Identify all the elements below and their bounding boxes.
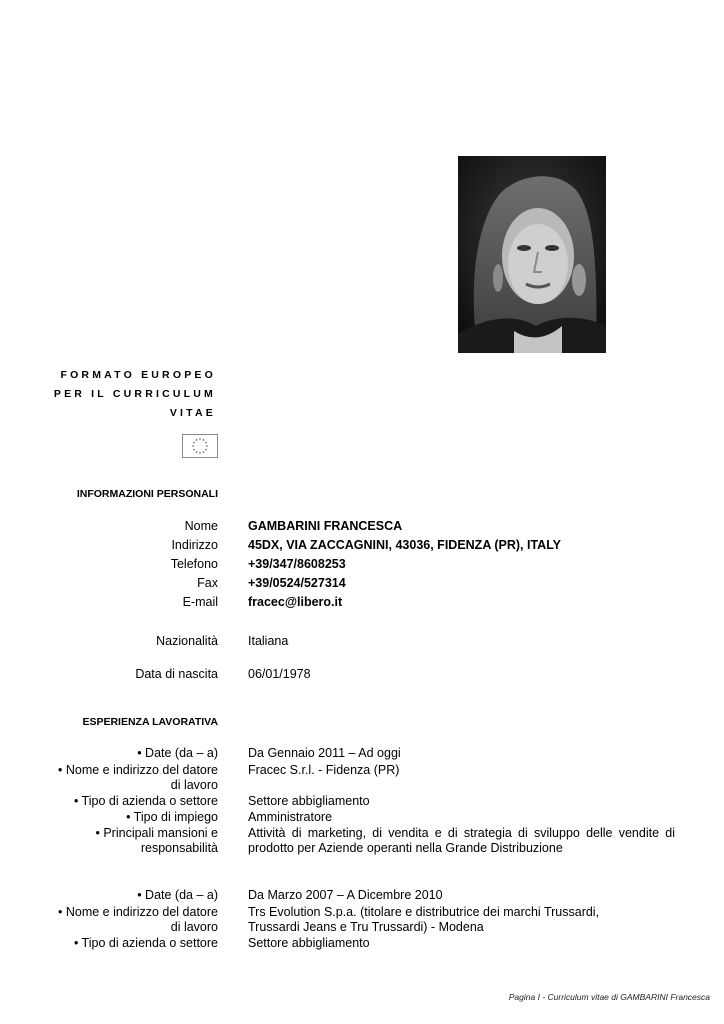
flag-star (203, 439, 205, 441)
value-indirizzo: 45DX, VIA ZACCAGNINI, 43036, FIDENZA (PR), ITALY (248, 538, 562, 552)
label-email: E-mail (182, 595, 218, 609)
value-nazionalita: Italiana (248, 634, 289, 648)
job-1-employer: Fracec S.r.l. - Fidenza (PR) (248, 763, 400, 777)
value-data-nascita: 06/01/1978 (248, 667, 311, 681)
label-sector-2: • Tipo di azienda o settore (73, 936, 218, 950)
job-1-job-type: Amministratore (248, 810, 333, 824)
value-telefono: +39/347/8608253 (248, 557, 346, 571)
cv-heading (16, 366, 216, 423)
flag-star (206, 445, 208, 447)
flag-star (192, 445, 194, 447)
job-2-dates: Da Marzo 2007 – A Dicembre 2010 (248, 888, 443, 902)
label-dates: • Date (da – a) (137, 746, 218, 760)
job-1-dates: Da Gennaio 2011 – Ad oggi (248, 746, 401, 760)
job-2-employer (248, 905, 678, 935)
label-data-nascita: Data di nascita (135, 667, 218, 681)
section-title-personal: INFORMAZIONI PERSONALI (76, 488, 218, 500)
flag-star (193, 449, 195, 451)
label-employer-2 (0, 905, 218, 935)
job-2-employer-line-1: Trs Evolution S.p.a. (titolare e distributrice dei marchi Trussardi, (248, 905, 600, 919)
label-dates-2: • Date (da – a) (137, 888, 218, 902)
flag-star (196, 439, 198, 441)
flag-star (199, 438, 201, 440)
section-title-experience: ESPERIENZA LAVORATIVA (82, 716, 218, 728)
flag-star (203, 451, 205, 453)
label-indirizzo: Indirizzo (171, 538, 218, 552)
label-duties-line-2: responsabilità (140, 841, 218, 855)
flag-star (205, 449, 207, 451)
flag-star (205, 442, 207, 444)
value-fax: +39/0524/527314 (248, 576, 346, 590)
cv-heading-line-3: VITAE (169, 407, 216, 419)
value-nome: GAMBARINI FRANCESCA (248, 519, 403, 533)
label-duties (0, 826, 218, 856)
cv-heading-line-2: PER IL CURRICULUM (53, 388, 216, 400)
portrait-photo (458, 156, 606, 353)
job-2-sector: Settore abbigliamento (248, 936, 370, 950)
label-employer-2-line-1: • Nome e indirizzo del datore (57, 905, 218, 919)
label-nazionalita: Nazionalità (156, 634, 218, 648)
job-1-duties: Attività di marketing, di vendita e di strategia di sviluppo delle vendite di prodotto per Aziende operanti nella Grande Distribuzione (248, 826, 675, 855)
label-nome: Nome (184, 519, 218, 533)
label-job-type: • Tipo di impiego (126, 810, 218, 824)
label-employer (0, 763, 218, 793)
page-footer: Pagina I - Curriculum vitae di GAMBARINI Francesca (508, 992, 710, 1002)
flag-star (193, 442, 195, 444)
job-2-employer-line-2: Trussardi Jeans e Tru Trussardi) - Modena (248, 920, 484, 934)
label-employer-line-1: • Nome e indirizzo del datore (57, 763, 218, 777)
value-email: fracec@libero.it (248, 595, 343, 609)
label-employer-line-2: di lavoro (170, 778, 218, 792)
flag-star (196, 451, 198, 453)
label-fax: Fax (197, 576, 218, 590)
label-sector: • Tipo di azienda o settore (73, 794, 218, 808)
label-duties-line-1: • Principali mansioni e (95, 826, 218, 840)
flag-star (199, 452, 201, 454)
job-1-sector: Settore abbigliamento (248, 794, 370, 808)
eu-flag-icon (182, 434, 218, 458)
cv-heading-line-1: FORMATO EUROPEO (60, 369, 216, 381)
label-telefono: Telefono (170, 557, 218, 571)
label-employer-2-line-2: di lavoro (170, 920, 218, 934)
